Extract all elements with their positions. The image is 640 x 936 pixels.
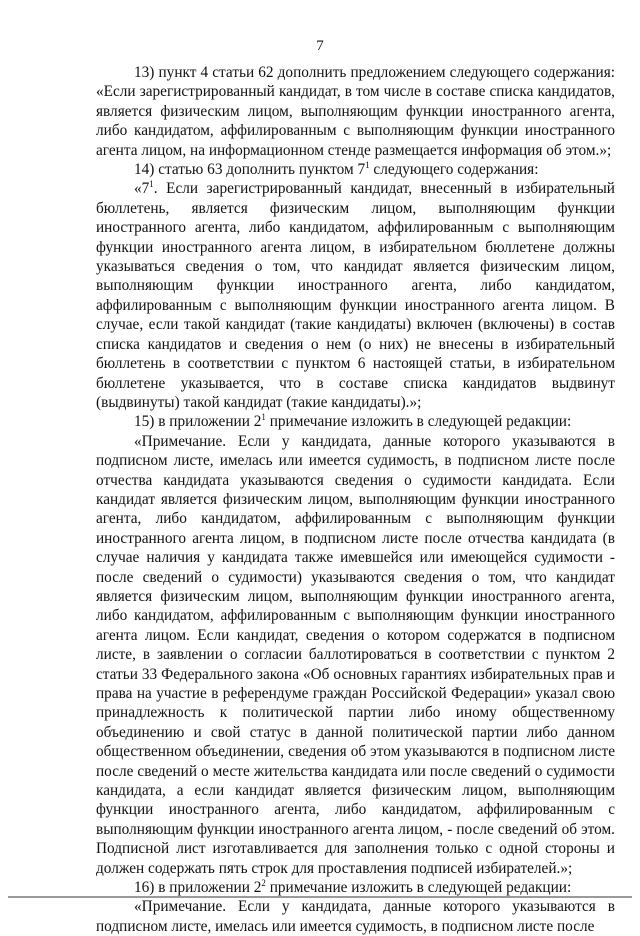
paragraph-item-14	[96, 160, 615, 179]
paragraph-text: примечание изложить в следующей редакции:	[265, 879, 572, 897]
superscript: 2	[261, 877, 266, 888]
paragraph-text: «Примечание. Если у кандидата, данные которого указываются в подписном листе, имелась или имеется судимость, в подписном листе после	[96, 898, 615, 935]
paragraph-note-appendix-2-1	[96, 432, 615, 878]
paragraph-note-appendix-2-2	[96, 897, 615, 936]
paragraph-text: 16) в приложении 2	[134, 879, 262, 897]
paragraph-item-16	[96, 878, 615, 897]
paragraph-text: 15) в приложении 2	[134, 413, 262, 431]
paragraph-item-13	[96, 63, 615, 160]
paragraph-item-15	[96, 412, 615, 431]
paragraph-text: следующего содержания:	[369, 161, 539, 179]
superscript: 1	[365, 159, 370, 170]
paragraph-text: . Если зарегистрированный кандидат, внесенный в избирательный бюллетень, является физическим лицом, выполняющим функции иностранного агента, либо кандидатом, аффилированным с выполняющим функции иностранного агента лицом, в избирательном бюллетене должны указываться сведения о том, что кандидат является физическим лицом, выполняющим функции иностранного агента, либо кандидатом, аффилированным с выполняющим функции иностранного агента лицом. В случае, если такой кандидат (такие кандидаты) включен (включены) в состав списка кандидатов и сведения о нем (о них) не внесены в избирательный бюллетень в соответствии с пунктом 6 настоящей статьи, в избирательном бюллетене указывается, что в составе списка кандидатов выдвинут (выдвинуты) такой кандидат (такие кандидаты).»;	[96, 180, 615, 411]
superscript: 1	[149, 179, 154, 190]
superscript: 1	[261, 412, 266, 423]
page-number: 7	[316, 38, 324, 54]
paragraph-text: 14) статью 63 дополнить пунктом 7	[134, 161, 366, 179]
paragraph-text: «Примечание. Если у кандидата, данные которого указываются в подписном листе, имелась или имеется судимость, в подписном листе после отчества кандидата указываются сведения о судимости кандидата. Если кандидат является физическим лицом, выполняющим функции иностранного агента, либо кандидатом, аффилированным с выполняющим функции иностранного агента лицом, в подписном листе после отчества кандидата (в случае наличия у кандидата также имевшейся или имеющейся судимости - после сведений о судимости) указываются сведения о том, что кандидат является физическим лицом, выполняющим функции иностранного агента, либо кандидатом, аффилированным с выполняющим функции иностранного агента лицом. Если кандидат, сведения о котором содержатся в подписном листе, в заявлении о согласии баллотироваться в соответствии с пунктом 2 статьи 33 Федерального закона «Об основных гарантиях избирательных прав и права на участие в референдуме граждан Российской Федерации» указал свою принадлежность к политической партии либо иному общественному объединению и свой статус в данной политической партии либо данном общественном объединении, сведения об этом указываются в подписном листе после сведений о месте жительства кандидата или после сведений о судимости кандидата, а если кандидат является физическим лицом, выполняющим функции иностранного агента, либо кандидатом, аффилированным с выполняющим функции иностранного агента лицом, - после сведений об этом. Подписной лист изготавливается для заполнения только с одной стороны и должен содержать пять строк для проставления подписей избирателей.»;	[96, 432, 615, 877]
document-body	[96, 63, 615, 936]
paragraph-text: 13) пункт 4 статьи 62 дополнить предложением следующего содержания: «Если зарегистрированный кандидат, в том числе в составе списка кандидатов, является физическим лицом, выполняющим функции иностранного агента, либо кандидатом, аффилированным с выполняющим функции иностранного агента лицом, на информационном стенде размещается информация об этом.»;	[96, 64, 615, 159]
paragraph-text: примечание изложить в следующей редакции:	[265, 413, 572, 431]
page-bottom-divider	[8, 896, 632, 898]
paragraph-quote-7-1	[96, 179, 615, 412]
paragraph-text: «7	[134, 180, 150, 198]
